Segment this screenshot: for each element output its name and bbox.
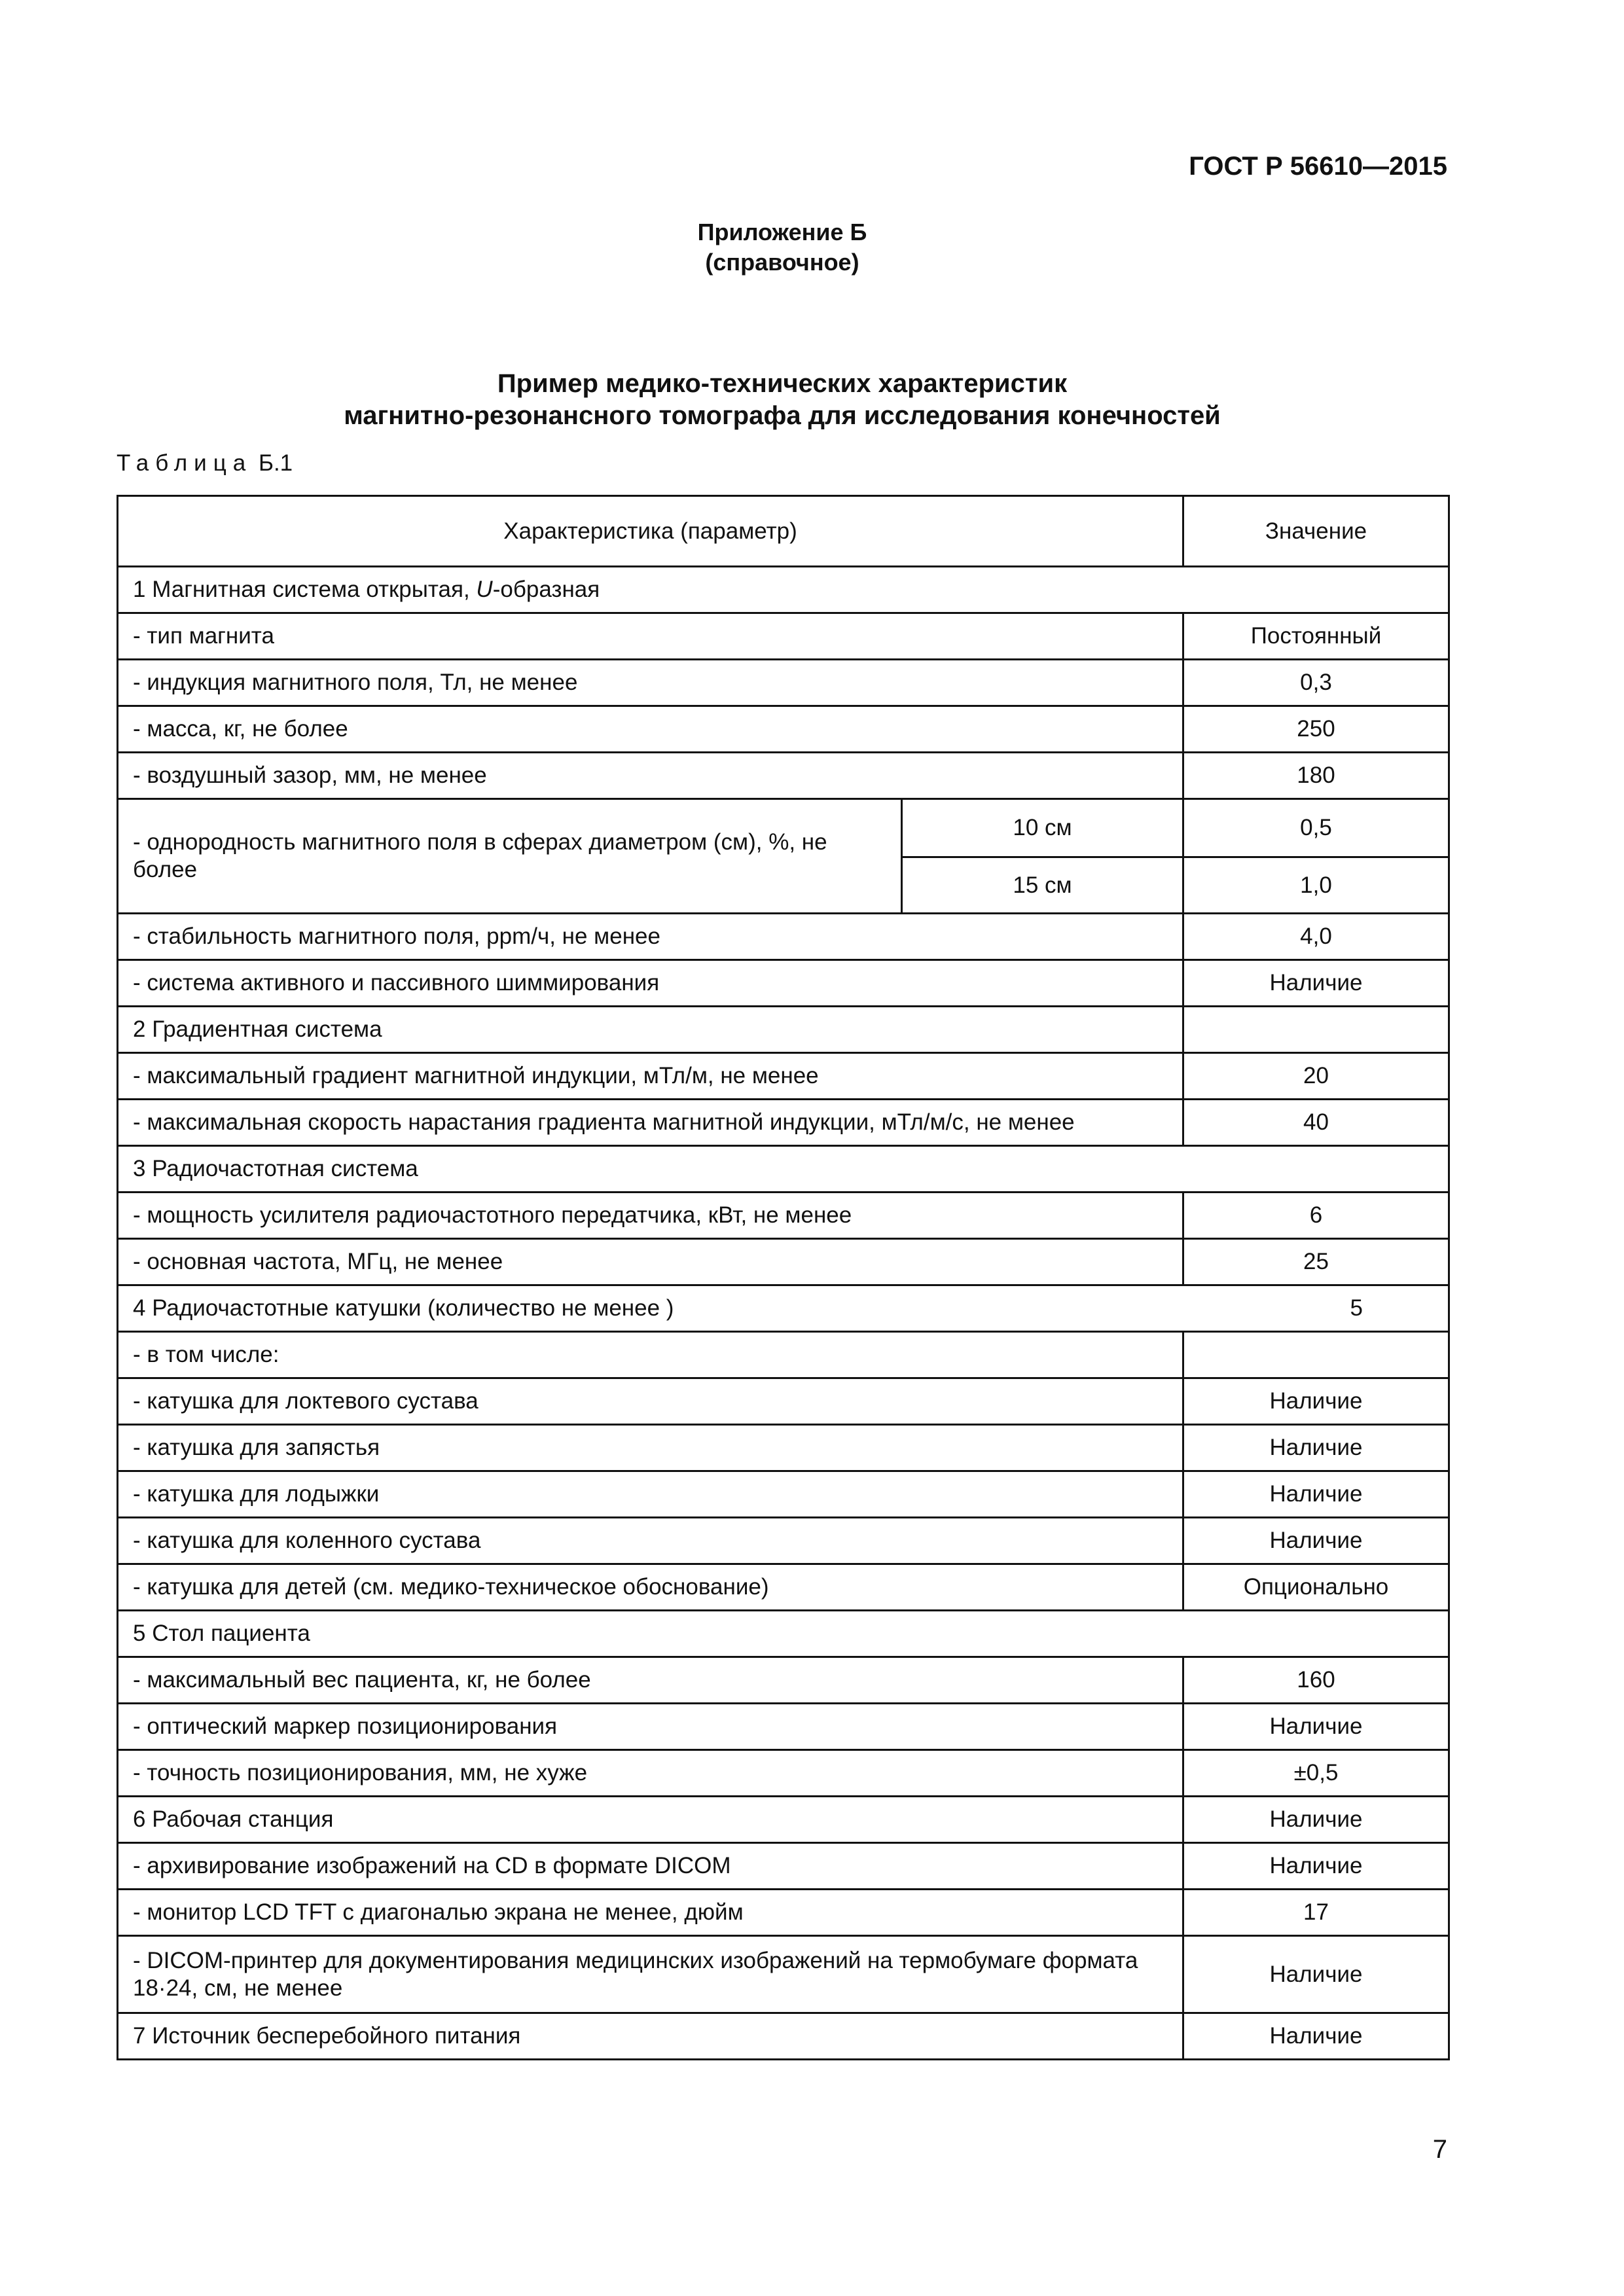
section-3-label: 3 Радиочастотная система: [118, 1146, 1449, 1193]
value-cell: 160: [1183, 1657, 1449, 1704]
section-6-label: 6 Рабочая станция: [118, 1797, 1183, 1843]
table-row: [118, 1657, 1449, 1704]
table-row: [118, 914, 1449, 960]
table-row: [118, 753, 1449, 799]
title-line-1: Пример медико-технических характеристик: [497, 369, 1068, 398]
table-row: [118, 613, 1449, 660]
section-row: [118, 567, 1449, 613]
value-cell: Постоянный: [1183, 613, 1449, 660]
specs-table: [117, 495, 1450, 2060]
table-row: [118, 1843, 1449, 1890]
section-row: [118, 1797, 1449, 1843]
value-cell: 40: [1183, 1100, 1449, 1146]
section-7-label: 7 Источник бесперебойного питания: [118, 2013, 1183, 2060]
param-cell: - катушка для коленного сустава: [118, 1518, 1183, 1564]
value-cell: 1,0: [1183, 857, 1449, 914]
table-label-number: Б.1: [258, 450, 293, 476]
value-cell-empty: [1183, 1007, 1449, 1053]
table-row: [118, 1471, 1449, 1518]
value-cell: 0,5: [1183, 799, 1449, 857]
page-number: 7: [1432, 2135, 1447, 2164]
table-row: [118, 1936, 1449, 2013]
table-row: [118, 1518, 1449, 1564]
table-row: [118, 1564, 1449, 1611]
section-row: [118, 1285, 1449, 1332]
value-cell: Наличие: [1183, 1843, 1449, 1890]
header-param: Характеристика (параметр): [118, 496, 1183, 567]
value-cell: Наличие: [1183, 2013, 1449, 2060]
param-cell: - система активного и пассивного шиммирования: [118, 960, 1183, 1007]
table-row: [118, 1193, 1449, 1239]
header-value: Значение: [1183, 496, 1449, 567]
section-row: [118, 1007, 1449, 1053]
value-cell-empty: [1183, 1332, 1449, 1378]
value-cell: Наличие: [1183, 960, 1449, 1007]
value-cell: Наличие: [1183, 1471, 1449, 1518]
param-cell: - однородность магнитного поля в сферах диаметром (см), %, не более: [118, 799, 902, 914]
value-cell: Наличие: [1183, 1704, 1449, 1750]
section-row: [118, 2013, 1449, 2060]
standard-number: ГОСТ Р 56610—2015: [1189, 152, 1447, 181]
table-row: [118, 706, 1449, 753]
param-cell: - катушка для запястья: [118, 1425, 1183, 1471]
param-cell: - воздушный зазор, мм, не менее: [118, 753, 1183, 799]
table-row: [118, 1332, 1449, 1378]
value-cell: Наличие: [1183, 1378, 1449, 1425]
param-cell: - архивирование изображений на CD в формате DICOM: [118, 1843, 1183, 1890]
table-row: [118, 1425, 1449, 1471]
title-line-2: магнитно-резонансного томографа для исследования конечностей: [344, 401, 1221, 430]
value-cell: 20: [1183, 1053, 1449, 1100]
param-cell: - стабильность магнитного поля, ppm/ч, не менее: [118, 914, 1183, 960]
param-cell: - катушка для детей (см. медико-техническое обоснование): [118, 1564, 1183, 1611]
section-row: [118, 1611, 1449, 1657]
annex-subtitle: (справочное): [705, 249, 859, 276]
param-cell: - DICOM-принтер для документирования медицинских изображений на термобумаге формата 18·24, см, не менее: [118, 1936, 1183, 2013]
value-cell: Опционально: [1183, 1564, 1449, 1611]
value-cell: 250: [1183, 706, 1449, 753]
param-cell: - индукция магнитного поля, Тл, не менее: [118, 660, 1183, 706]
table-row: [118, 960, 1449, 1007]
param-cell: - максимальная скорость нарастания градиента магнитной индукции, мТл/м/с, не менее: [118, 1100, 1183, 1146]
value-cell: 6: [1183, 1193, 1449, 1239]
section-4-label: 4 Радиочастотные катушки (количество не менее ) 5: [118, 1285, 1449, 1332]
value-cell: ±0,5: [1183, 1750, 1449, 1797]
diameter-cell: 10 см: [902, 799, 1183, 857]
table-row: [118, 1750, 1449, 1797]
param-cell: - катушка для локтевого сустава: [118, 1378, 1183, 1425]
table-label: [117, 450, 293, 476]
table-row: [118, 1239, 1449, 1285]
table-row: [118, 799, 1449, 857]
value-cell: Наличие: [1183, 1936, 1449, 2013]
param-cell: - оптический маркер позиционирования: [118, 1704, 1183, 1750]
param-cell: - максимальный градиент магнитной индукции, мТл/м, не менее: [118, 1053, 1183, 1100]
value-cell: Наличие: [1183, 1797, 1449, 1843]
value-cell: Наличие: [1183, 1425, 1449, 1471]
table-row: [118, 1704, 1449, 1750]
section-row: [118, 1146, 1449, 1193]
param-cell: - максимальный вес пациента, кг, не более: [118, 1657, 1183, 1704]
table-row: [118, 1890, 1449, 1936]
diameter-cell: 15 см: [902, 857, 1183, 914]
table-row: [118, 660, 1449, 706]
value-cell: Наличие: [1183, 1518, 1449, 1564]
table-row: [118, 1100, 1449, 1146]
value-cell: 17: [1183, 1890, 1449, 1936]
table-label-prefix: Таблица: [117, 450, 253, 476]
value-cell: 4,0: [1183, 914, 1449, 960]
annex-title: Приложение Б: [697, 219, 867, 245]
param-cell: - точность позиционирования, мм, не хуже: [118, 1750, 1183, 1797]
document-title: [0, 368, 1564, 432]
value-cell: 25: [1183, 1239, 1449, 1285]
table-row: [118, 1053, 1449, 1100]
value-cell: 0,3: [1183, 660, 1449, 706]
param-cell: - масса, кг, не более: [118, 706, 1183, 753]
table-header-row: [118, 496, 1449, 567]
table-row: [118, 1378, 1449, 1425]
section-4-value: 5: [1350, 1295, 1363, 1321]
value-cell: 180: [1183, 753, 1449, 799]
section-1-label: 1 Магнитная система открытая, U-образная: [118, 567, 1449, 613]
section-5-label: 5 Стол пациента: [118, 1611, 1449, 1657]
annex-heading: [0, 217, 1564, 278]
section-2-label: 2 Градиентная система: [118, 1007, 1183, 1053]
param-cell: - катушка для лодыжки: [118, 1471, 1183, 1518]
param-cell: - мощность усилителя радиочастотного передатчика, кВт, не менее: [118, 1193, 1183, 1239]
param-cell: - тип магнита: [118, 613, 1183, 660]
section-1-em: U: [476, 577, 493, 602]
param-cell: - основная частота, МГц, не менее: [118, 1239, 1183, 1285]
param-cell: - в том числе:: [118, 1332, 1183, 1378]
param-cell: - монитор LCD TFT с диагональю экрана не менее, дюйм: [118, 1890, 1183, 1936]
